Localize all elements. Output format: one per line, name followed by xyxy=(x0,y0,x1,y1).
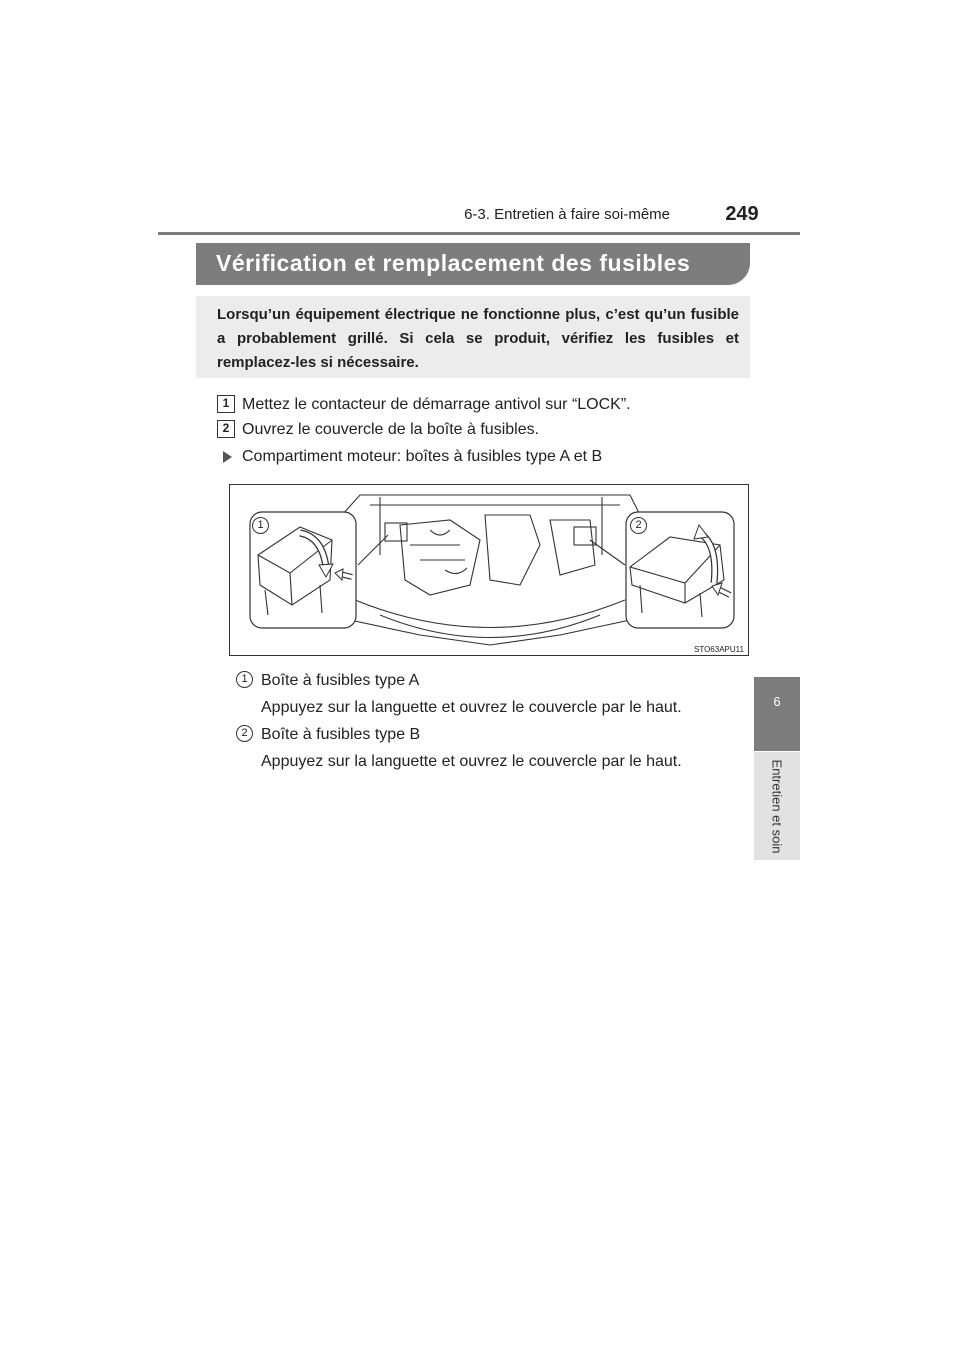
description-number-1: 1 xyxy=(236,671,253,688)
header-divider xyxy=(158,232,800,235)
description-title-1: Boîte à fusibles type A xyxy=(261,672,420,689)
engine-illustration xyxy=(230,485,750,657)
description-title-2: Boîte à fusibles type B xyxy=(261,726,421,743)
intro-text: Lorsqu’un équipement électrique ne fonctionne plus, c’est qu’un fusible a probablement grillé. Si cela se produit, vérifiez les fusibles et remplacez-les si nécessaire. xyxy=(217,306,739,371)
figure-callout-1: 1 xyxy=(252,517,269,534)
description-text-2: Appuyez sur la languette et ouvrez le couvercle par le haut. xyxy=(261,753,682,770)
header-section-title: 6-3. Entretien à faire soi-même xyxy=(464,206,670,223)
page-number: 249 xyxy=(725,203,759,225)
chapter-label: Entretien et soin xyxy=(769,759,785,853)
description-text-1: Appuyez sur la languette et ouvrez le couvercle par le haut. xyxy=(261,699,682,716)
bullet-text: Compartiment moteur: boîtes à fusibles type A et B xyxy=(242,448,603,465)
step-text-2: Ouvrez le couvercle de la boîte à fusibles. xyxy=(242,421,540,438)
step-number-2: 2 xyxy=(217,420,235,438)
page-title: Vérification et remplacement des fusibles xyxy=(216,250,691,276)
chapter-number: 6 xyxy=(773,694,781,709)
figure-code: STO63APU11 xyxy=(694,645,744,654)
step-number-1: 1 xyxy=(217,395,235,413)
chapter-label-container xyxy=(754,752,800,860)
engine-compartment-figure xyxy=(229,484,749,656)
bullet-arrow-icon xyxy=(223,451,232,463)
figure-callout-2: 2 xyxy=(630,517,647,534)
step-text-1: Mettez le contacteur de démarrage antivol sur “LOCK”. xyxy=(242,396,631,413)
chapter-tab xyxy=(754,677,800,751)
description-number-2: 2 xyxy=(236,725,253,742)
